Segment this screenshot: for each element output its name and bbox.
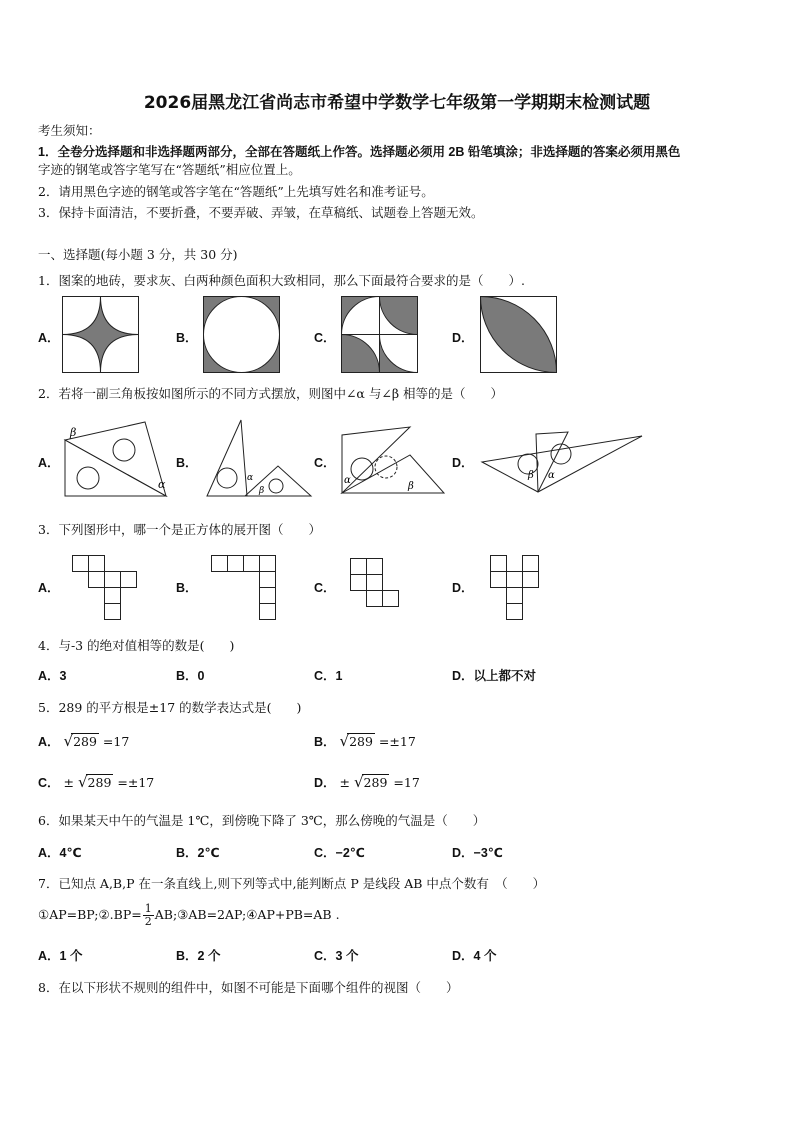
q1-figure-c <box>341 296 419 374</box>
q2-figure-c <box>338 425 448 497</box>
notice-heading: 考生须知： <box>38 123 101 138</box>
q5-b-label: B． <box>314 735 336 749</box>
q7-cond-a: ①AP=BP;②.BP= <box>38 907 142 922</box>
q5-c-pm: ± <box>63 775 74 790</box>
q8-stem: 8．在以下形状不规则的组件中，如图不可能是下面哪个组件的视图（ ） <box>38 980 459 995</box>
q1-option-b[interactable]: B． <box>176 331 198 345</box>
q5-c-rhs: =±17 <box>117 775 155 790</box>
q2-b-beta: β <box>259 486 265 496</box>
q3-net-c <box>350 558 402 624</box>
q5-d-label: D． <box>314 776 336 790</box>
q5-d-pm: ± <box>339 775 350 790</box>
q3-net-a <box>72 555 142 621</box>
q5-option-b[interactable] <box>314 732 416 750</box>
q5-option-d[interactable] <box>314 773 420 791</box>
q6-option-a[interactable]: A．4℃ <box>38 846 82 860</box>
q2-d-beta: β <box>528 470 534 481</box>
q2-c-beta: β <box>408 481 414 492</box>
q2-a-alpha: α <box>158 478 166 491</box>
q1-figure-b <box>203 296 281 374</box>
q7-option-d[interactable]: D．4 个 <box>452 949 497 963</box>
q2-figure-b <box>203 418 313 498</box>
section-heading: 一、选择题(每小题 3 分，共 30 分) <box>38 247 238 262</box>
q5-option-c[interactable] <box>38 773 154 791</box>
q7-stem: 7．已知点 A,B,P 在一条直线上,则下列等式中,能判断点 P 是线段 AB 中点个数有 （ ） <box>38 876 546 891</box>
fraction-numerator: 1 <box>144 902 152 915</box>
q5-b-rhs: =±17 <box>378 734 416 749</box>
q4-option-b[interactable]: B．0 <box>176 669 205 683</box>
q2-figure-a <box>60 420 170 498</box>
q2-d-alpha: α <box>548 470 555 481</box>
q5-a-rhs: =17 <box>102 734 130 749</box>
q1-option-c[interactable]: C． <box>314 331 336 345</box>
page-title: 2026届黑龙江省尚志市希望中学数学七年级第一学期期末检测试题 <box>143 93 651 113</box>
q7-cond-b: AB;③AB=2AP;④AP+PB=AB . <box>154 907 340 922</box>
q7-option-b[interactable]: B．2 个 <box>176 949 221 963</box>
fraction-denominator: 2 <box>144 915 152 928</box>
q2-option-c[interactable]: C． <box>314 456 336 470</box>
q2-option-a[interactable]: A． <box>38 456 60 470</box>
q4-option-a[interactable]: A．3 <box>38 669 67 683</box>
q6-option-c[interactable]: C．−2℃ <box>314 846 365 860</box>
q2-figure-d <box>478 428 643 494</box>
q5-c-radicand: 289 <box>87 775 112 790</box>
notice-item-1-cont: 字迹的钢笔或答字笔写在“答题纸”相应位置上。 <box>38 162 301 177</box>
q5-a-radicand: 289 <box>73 734 97 749</box>
q7-conditions <box>38 903 340 928</box>
q7-fraction <box>143 903 154 928</box>
q2-option-d[interactable]: D． <box>452 456 474 470</box>
q3-option-d[interactable]: D． <box>452 581 474 595</box>
q1-option-d[interactable]: D． <box>452 331 474 345</box>
q4-option-c[interactable]: C．1 <box>314 669 343 683</box>
q2-a-beta: β <box>70 426 77 439</box>
q3-option-a[interactable]: A． <box>38 581 60 595</box>
q5-d-radicand: 289 <box>363 775 388 790</box>
q1-figure-d <box>480 296 558 374</box>
q3-option-c[interactable]: C． <box>314 581 336 595</box>
q5-b-radicand: 289 <box>349 734 373 749</box>
q3-option-b[interactable]: B． <box>176 581 198 595</box>
q6-option-b[interactable]: B．2℃ <box>176 846 220 860</box>
q4-stem: 4．与-3 的绝对值相等的数是( ) <box>38 638 235 653</box>
q6-option-d[interactable]: D．−3℃ <box>452 846 503 860</box>
q1-stem: 1．图案的地砖，要求灰、白两种颜色面积大致相同，那么下面最符合要求的是（ ）. <box>38 273 525 288</box>
radical-sign-icon: √ <box>77 773 88 791</box>
notice-item-1: 1．全卷分选择题和非选择题两部分，全部在答题纸上作答。选择题必须用 2B 铅笔填涂；非选择题的答案必须用黑色 <box>38 145 681 159</box>
q2-b-alpha: α <box>247 473 254 483</box>
notice-item-2: 2．请用黑色字迹的钢笔或答字笔在“答题纸”上先填写姓名和准考证号。 <box>38 184 434 199</box>
q5-stem: 5．289 的平方根是±17 的数学表达式是( ) <box>38 700 302 715</box>
q1-figure-a <box>62 296 140 374</box>
radical-sign-icon: √ <box>353 773 364 791</box>
q5-c-label: C． <box>38 776 60 790</box>
q5-a-label: A． <box>38 735 60 749</box>
q5-d-rhs: =17 <box>393 775 420 790</box>
q2-c-alpha: α <box>344 475 351 486</box>
notice-item-3: 3．保持卡面清洁，不要折叠，不要弄破、弄皱，在草稿纸、试题卷上答题无效。 <box>38 205 484 220</box>
q4-option-d[interactable]: D．以上都不对 <box>452 669 537 683</box>
q1-option-a[interactable]: A． <box>38 331 60 345</box>
q3-stem: 3．下列图形中，哪一个是正方体的展开图（ ） <box>38 522 321 537</box>
radical-sign-icon: √ <box>63 732 74 750</box>
q5-option-a[interactable] <box>38 732 129 750</box>
q3-net-d <box>490 555 542 621</box>
q7-option-c[interactable]: C．3 个 <box>314 949 359 963</box>
q2-stem: 2．若将一副三角板按如图所示的不同方式摆放，则图中∠α 与∠β 相等的是（ ） <box>38 386 504 401</box>
q2-option-b[interactable]: B． <box>176 456 198 470</box>
q3-net-b <box>211 555 281 621</box>
radical-sign-icon: √ <box>339 732 350 750</box>
q6-stem: 6．如果某天中午的气温是 1℃，到傍晚下降了 3℃，那么傍晚的气温是（ ） <box>38 813 486 828</box>
q7-option-a[interactable]: A．1 个 <box>38 949 83 963</box>
